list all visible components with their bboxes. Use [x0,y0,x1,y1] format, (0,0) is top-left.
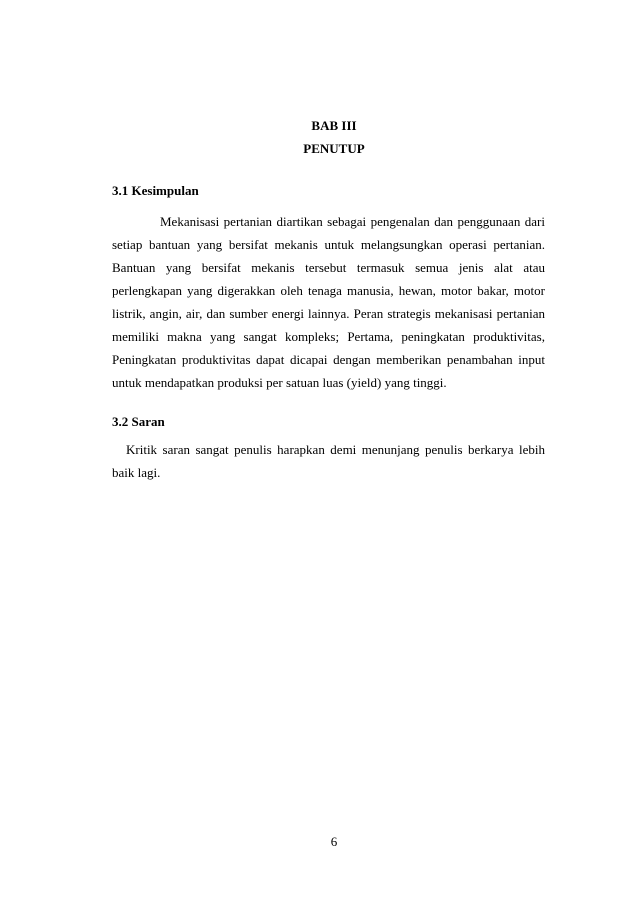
chapter-number: BAB III [311,118,357,133]
paragraph-line: baik lagi. [112,465,161,480]
paragraph-saran [112,438,545,484]
chapter-title: PENUTUP [303,141,365,156]
paragraph-line: memiliki makna yang sangat kompleks; Pertama, peningkatan produktivitas, [112,329,545,344]
section-heading-kesimpulan: 3.1 Kesimpulan [112,183,199,198]
paragraph-line: listrik, angin, air, dan sumber energi lainnya. Peran strategis mekanisasi pertanian [112,306,545,321]
paragraph-line: setiap bantuan yang bersifat mekanis untuk melangsungkan operasi pertanian. [112,237,545,252]
paragraph-line: Kritik saran sangat penulis harapkan demi menunjang penulis berkarya lebih [126,442,545,457]
page-number: 6 [330,834,338,849]
paragraph-kesimpulan [112,210,545,394]
section-heading-saran: 3.2 Saran [112,414,165,429]
paragraph-line: perlengkapan yang digerakkan oleh tenaga manusia, hewan, motor bakar, motor [112,283,545,298]
paragraph-line: Bantuan yang bersifat mekanis tersebut termasuk semua jenis alat atau [112,260,545,275]
paragraph-line: Mekanisasi pertanian diartikan sebagai pengenalan dan penggunaan dari [160,214,545,229]
paragraph-line: untuk mendapatkan produksi per satuan luas (yield) yang tinggi. [112,375,447,390]
paragraph-line: Peningkatan produktivitas dapat dicapai dengan memberikan penambahan input [112,352,545,367]
